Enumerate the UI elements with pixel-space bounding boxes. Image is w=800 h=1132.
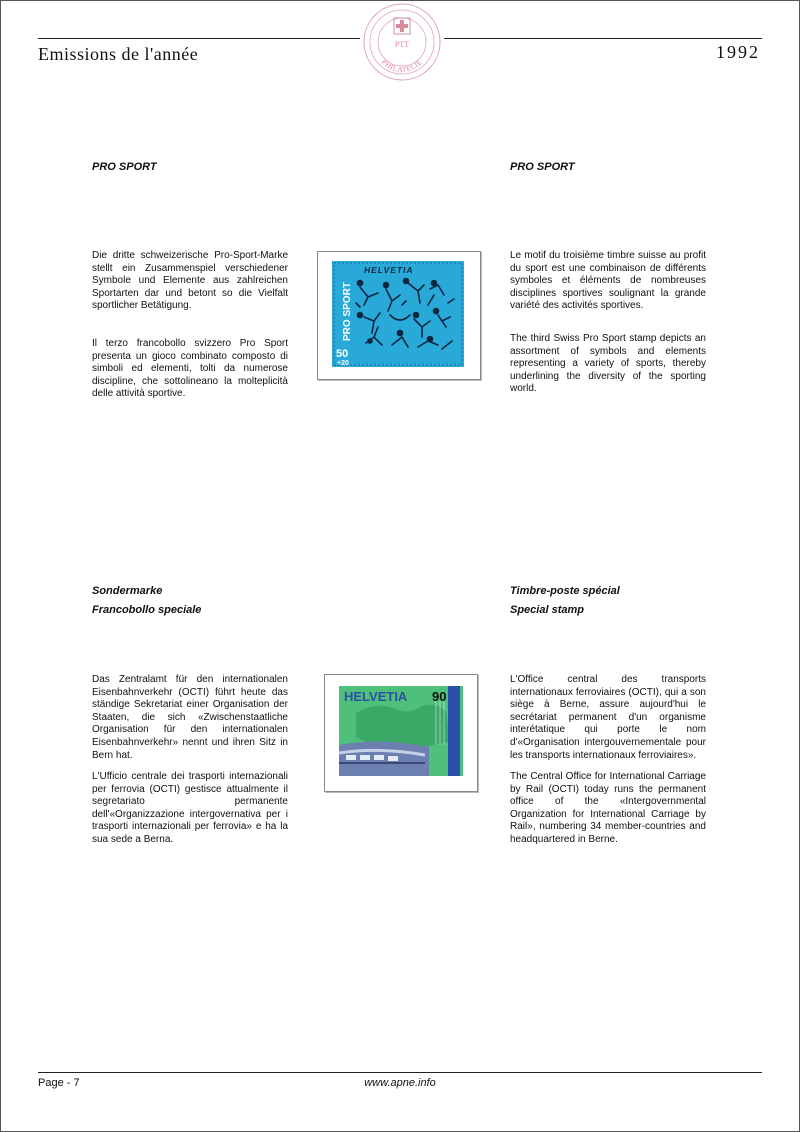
section2-text-it: L'Ufficio centrale dei trasporti internazionali per ferrovia (OCTI) gestisce attualmente il segretariato permanente dell'«Organizzazione intergovernativa per i trasporti internazionali per ferrovia» e ha la sua sede a Berna. (92, 771, 288, 845)
page-year: 1992 (716, 42, 760, 62)
section1-text-fr: Le motif du troisième timbre suisse au profit du sport est une combinaison de différents symboles et éléments de nombreuses disciplines sportives soulignant la grande variété des activités sportives. (510, 250, 706, 312)
pro-sport-stamp-label: PRO SPORT (342, 282, 353, 341)
section1-text-de: Die dritte schweizerische Pro-Sport-Marke stellt ein Zusammenspiel verschiedener Symbole und Elemente aus zahlreichen Sportarten dar und betont so die Vielfalt sportlicher Betätigung. (92, 250, 288, 312)
ptt-philatelie-logo (360, 2, 444, 86)
footer-link[interactable]: www.apne.info (364, 1077, 436, 1089)
octi-stamp-frame (324, 674, 478, 792)
section1-heading-left: PRO SPORT (92, 161, 157, 173)
pro-sport-stamp-country: HELVETIA (364, 265, 414, 275)
octi-stamp (336, 683, 466, 783)
footer-rule (38, 1072, 762, 1073)
section2-heading-left-1: Sondermarke (92, 585, 163, 597)
section2-text-fr: L'Office central des transports internationaux ferroviaires (OCTI), qui a son siège à Berne, assure aujourd'hui le secrétariat permanent d'un organisme interétatique qui porte le nom d'«Organisation intergouvernementale pour les transports internationaux ferroviaires». (510, 674, 706, 761)
page-title: Emissions de l'année (38, 44, 199, 64)
logo-bottom-text: PHILATELIE (379, 57, 425, 75)
section2-heading-left-2: Francobollo speciale (92, 604, 202, 616)
logo-top-text: PTT (394, 40, 410, 49)
section2-text-de: Das Zentralamt für den internationalen Eisenbahnverkehr (OCTI) führt heute das ständige Sekretariat einer Organisation der Staaten, die sich «Zwischenstaatliche Organisation für den internationalen Eisenbahnverkehr» nennt und ihren Sitz in Bern hat. (92, 674, 288, 761)
svg-text:PHILATELIE (380, 57, 424, 74)
page-number: Page - 7 (38, 1077, 80, 1089)
pro-sport-stamp-surcharge: +20 (337, 360, 349, 367)
section2-heading-right-2: Special stamp (510, 604, 584, 616)
octi-stamp-country: HELVETIA (344, 689, 408, 704)
section2-heading-right-1: Timbre-poste spécial (510, 585, 620, 597)
swiss-cross-icon (394, 18, 410, 34)
pro-sport-stamp-value: 50 (336, 348, 349, 360)
stamp-accent-band (448, 686, 460, 776)
section1-heading-right: PRO SPORT (510, 161, 575, 173)
pro-sport-stamp (330, 259, 466, 369)
pro-sport-stamp-frame (317, 251, 481, 380)
section1-text-it: Il terzo francobollo svizzero Pro Sport presenta un gioco combinato composto di simboli ed elementi, tolti da numerose discipline, che sottolineano la molteplicità delle attività sportive. (92, 338, 288, 400)
section1-text-en: The third Swiss Pro Sport stamp depicts an assortment of symbols and elements representing a variety of sports, thereby underlining the diversity of the sporting world. (510, 333, 706, 395)
section2-text-en: The Central Office for International Carriage by Rail (OCTI) today runs the permanent office of the «Intergovernmental Organization for International Carriage by Rail», numbering 34 member-countries and headquartered in Berne. (510, 771, 706, 845)
octi-stamp-value: 90 (432, 689, 447, 704)
